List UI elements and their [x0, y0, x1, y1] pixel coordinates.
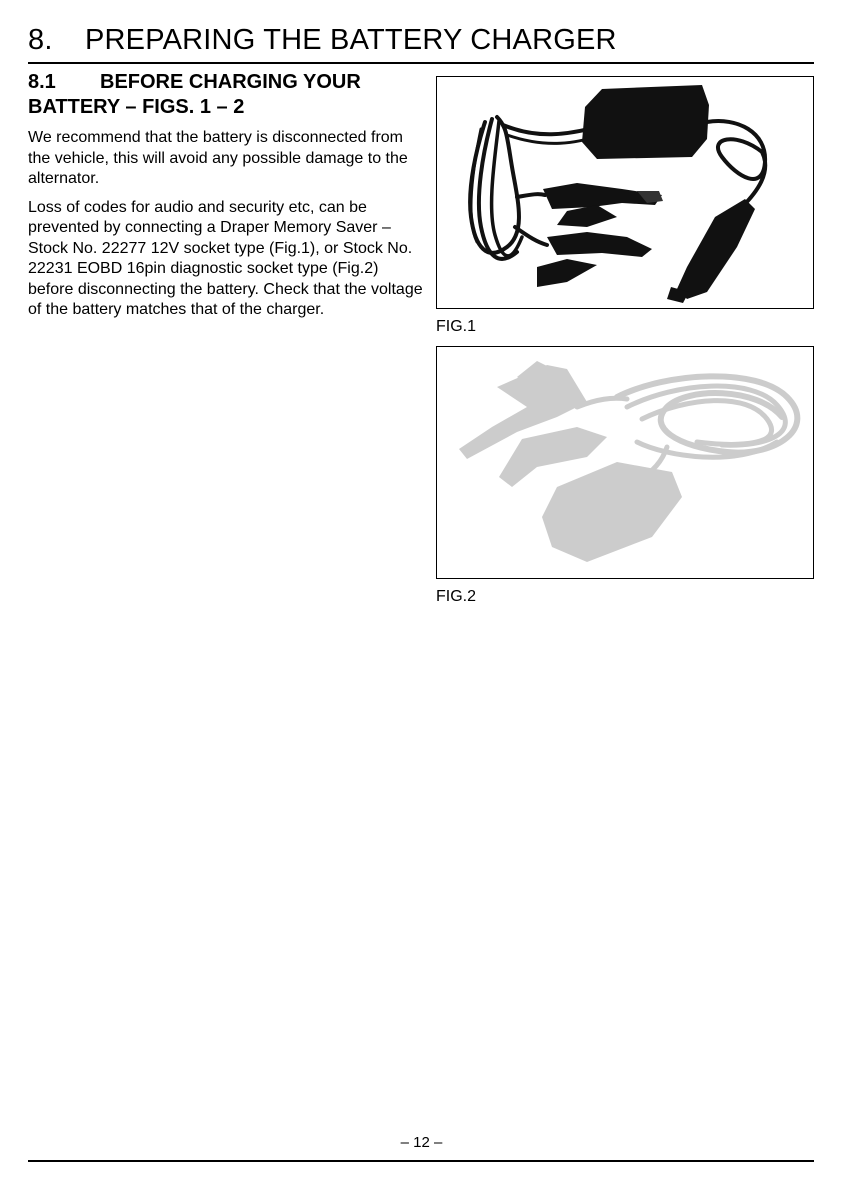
paragraph-memory-saver: Loss of codes for audio and security etc, can be prevented by connecting a Draper Memory Saver – Stock No. 22277 12V socket type (Fig.1), or Stock No. 22231 EOBD 16pin diagnostic socket type (Fig.2) before disconnecting the battery. Check that the voltage of the battery matches that of the charger. [28, 198, 423, 318]
footer-divider [28, 1160, 814, 1162]
text-column [28, 70, 428, 329]
page-title [28, 22, 617, 58]
figure-2-caption: FIG.2 [436, 588, 477, 605]
memory-saver-eobd-16pin-photo-icon [437, 347, 813, 578]
page-number: – 12 – [400, 1134, 443, 1151]
figure-1-frame [436, 76, 814, 309]
figure-1-caption: FIG.1 [436, 318, 477, 335]
section-title: PREPARING THE BATTERY CHARGER [85, 24, 617, 56]
subsection-title-line1: BEFORE CHARGING YOUR [100, 71, 361, 93]
figure-2-frame [436, 346, 814, 579]
section-number: 8. [28, 24, 53, 56]
header-divider [28, 62, 814, 64]
subsection-heading [28, 70, 428, 120]
paragraph-disconnect: We recommend that the battery is disconnected from the vehicle, this will avoid any possible damage to the alternator. [28, 129, 408, 187]
subsection-title-line2: BATTERY – FIGS. 1 – 2 [28, 96, 245, 118]
memory-saver-12v-socket-photo-icon [437, 77, 813, 308]
subsection-number: 8.1 [28, 71, 56, 93]
